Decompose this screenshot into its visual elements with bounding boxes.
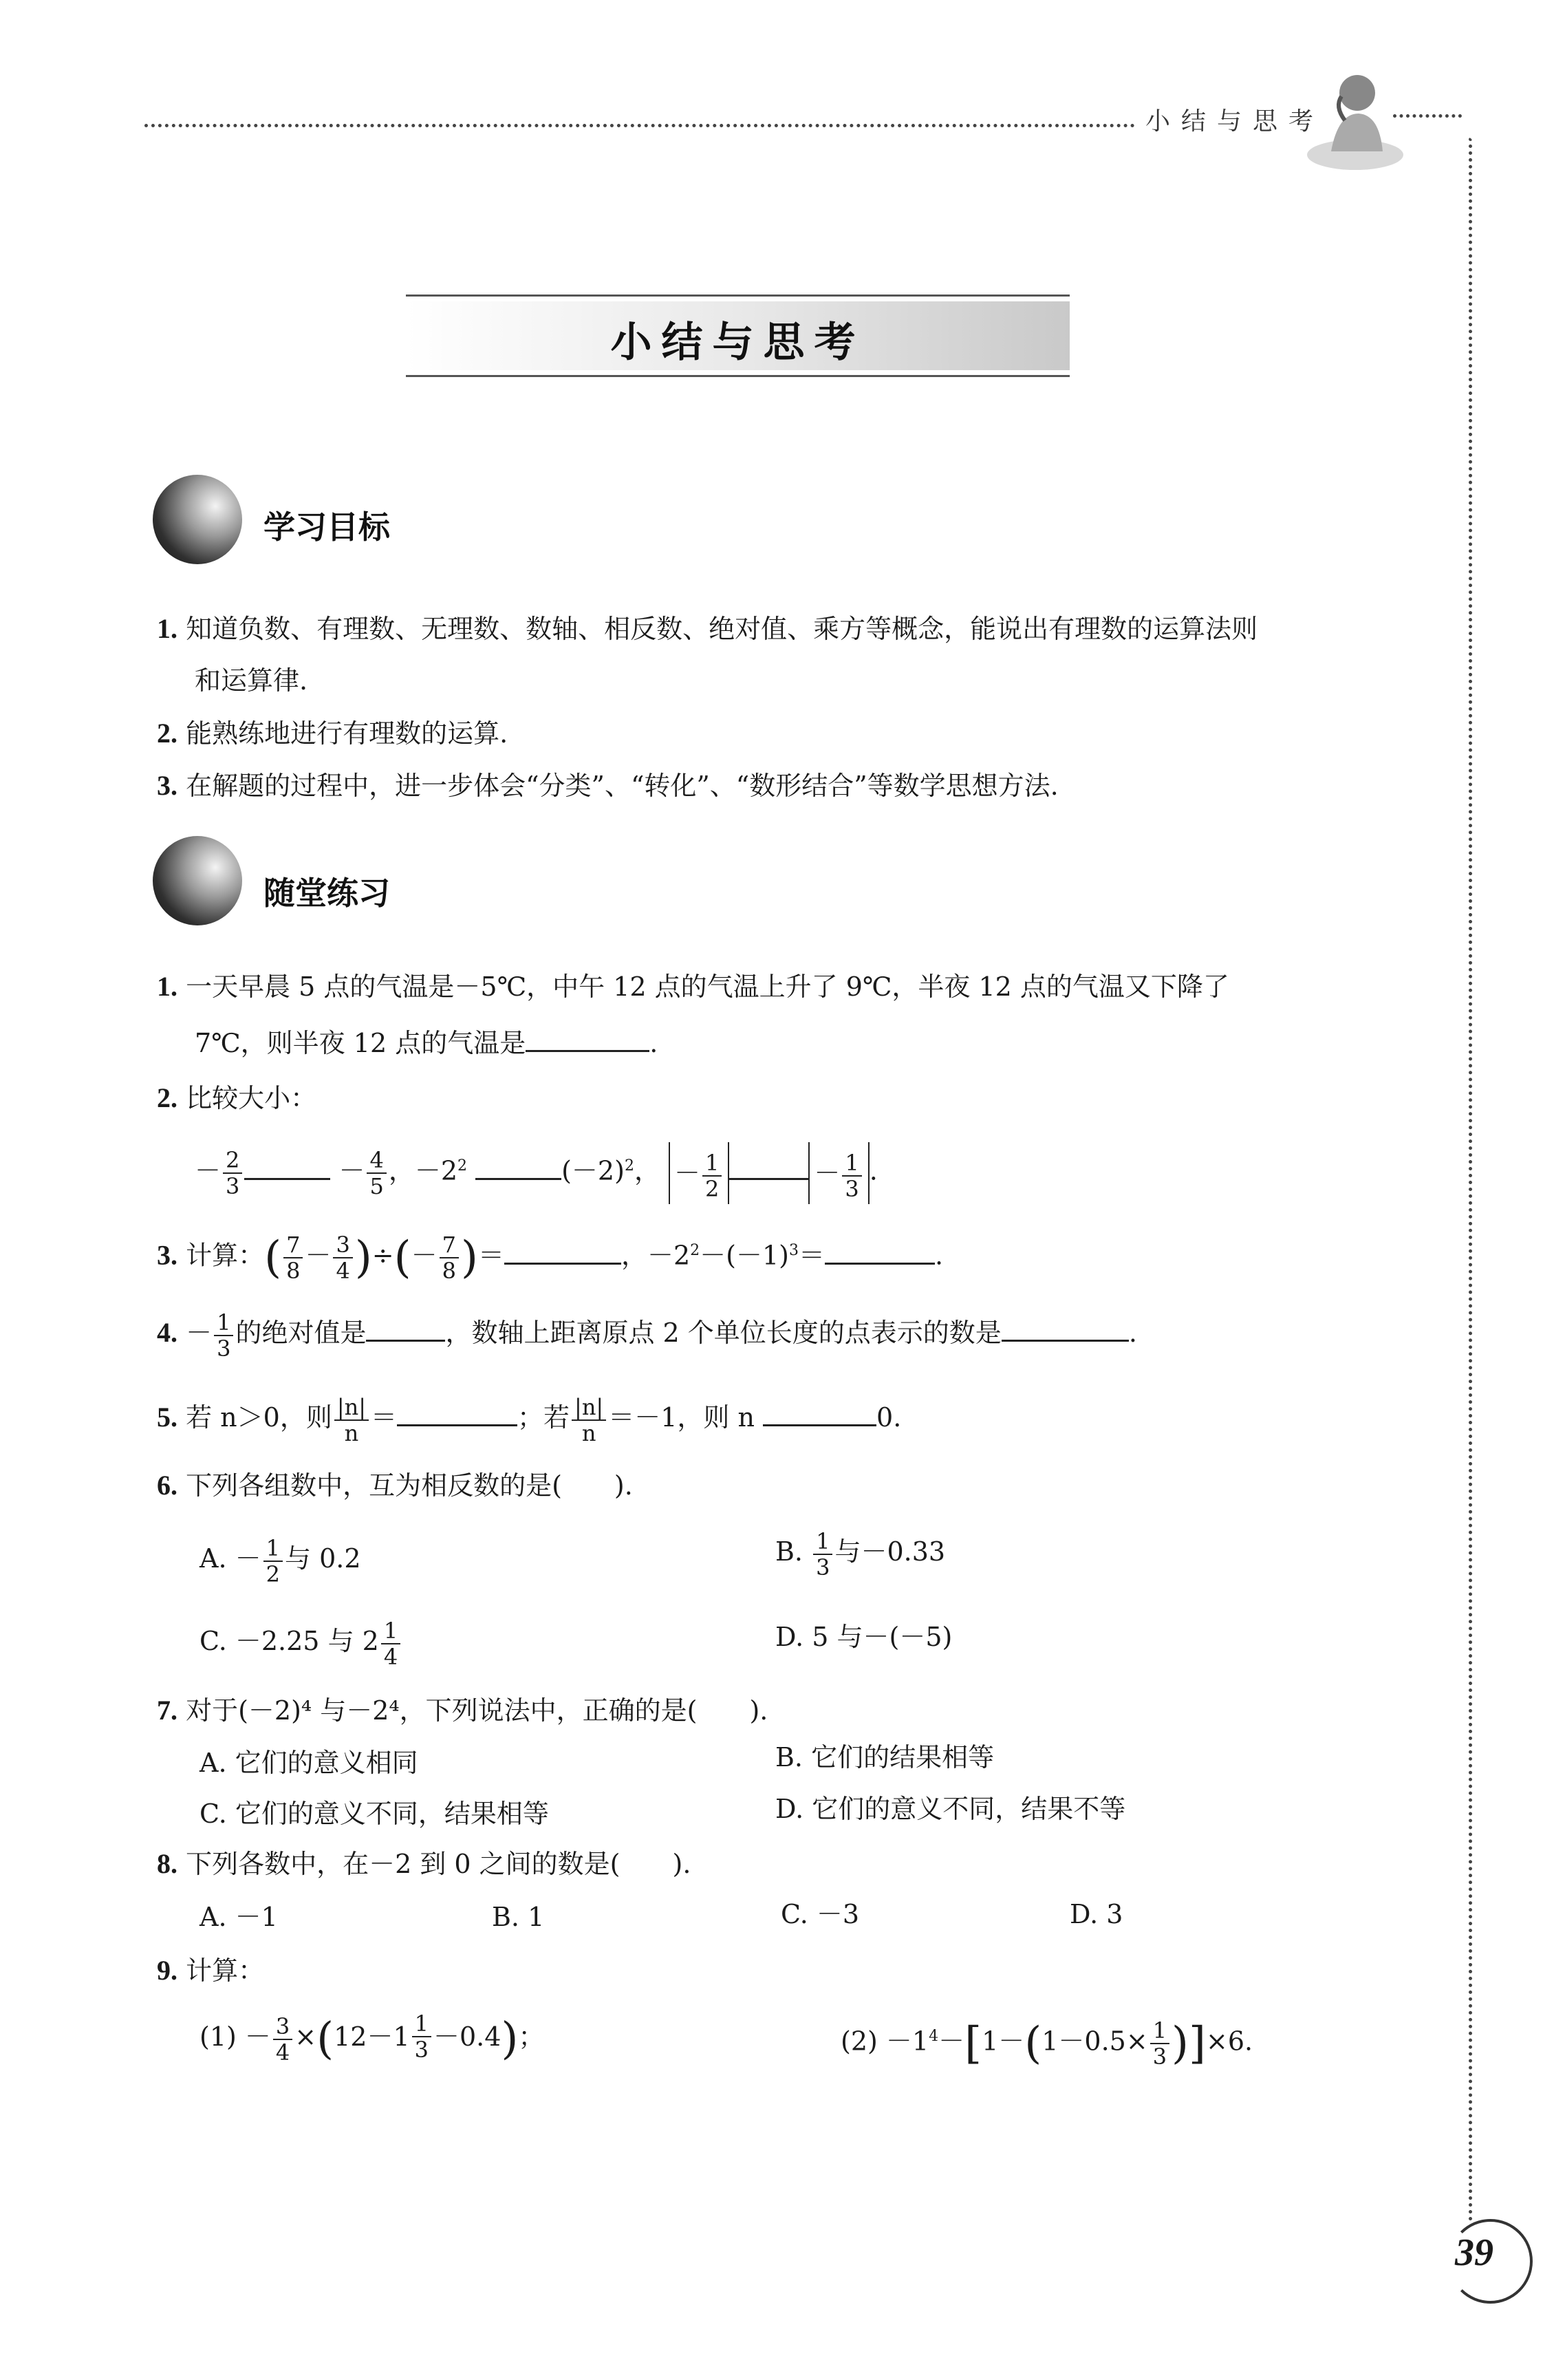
answer-blank[interactable] (475, 1155, 561, 1180)
question-3: 3. 计算：( $\frac{7}{8}$ － $\frac{3}{4}$ )÷(－ $\frac{7}{8}$ )＝ ，$-2^2-(-1)^3=$ . (157, 1232, 944, 1285)
option-8b[interactable]: B. 1 (492, 1902, 545, 1932)
question-8: 8. 下列各数中，在－2 到 0 之间的数是( ). (157, 1848, 691, 1879)
option-6c[interactable]: C. －2.25 与 2 $\frac{1}{4}$ (199, 1614, 402, 1669)
option-7c[interactable]: C. 它们的意义不同，结果相等 (199, 1799, 549, 1829)
thinker-figure-icon (1304, 65, 1407, 175)
option-7a[interactable]: A. 它们的意义相同 (199, 1748, 418, 1778)
question-5: 5. 若 n＞0，则 $\frac{|n|}{n}$ ＝ ；若 $\frac{|n|}{n}$ ＝－1，则 n 0. (157, 1393, 902, 1446)
question-9-part-2: $(2) -1^4-[1-(1-0.5\times$ $\frac{1}{3}$ )]×6. (841, 2017, 1253, 2070)
page-title: 小结与思考 (610, 319, 865, 367)
question-6: 6. 下列各组数中，互为相反数的是( ). (157, 1470, 633, 1501)
question-2: 2. 比较大小： (157, 1082, 317, 1113)
answer-blank[interactable] (729, 1155, 808, 1180)
answer-blank[interactable] (1002, 1316, 1129, 1342)
section-title-practice: 随堂练习 (263, 875, 390, 912)
question-9: 9. 计算： (157, 1955, 265, 1986)
section-title-goals: 学习目标 (263, 508, 390, 546)
sphere-icon (153, 836, 242, 925)
option-7b[interactable]: B. 它们的结果相等 (775, 1742, 995, 1772)
answer-blank[interactable] (504, 1239, 621, 1265)
header-dotted-line (144, 124, 1135, 127)
question-9-part-1: (1) － $\frac{3}{4}$ ×(12－1 $\frac{1}{3}$ －0.4)； (199, 2011, 545, 2066)
answer-blank[interactable] (526, 1027, 649, 1052)
title-rule-bottom (406, 375, 1070, 377)
answer-blank[interactable] (244, 1155, 330, 1180)
question-4: 4. － $\frac{1}{3}$ 的绝对值是 ，数轴上距离原点 2 个单位长度的点表示的数是 . (157, 1309, 1137, 1362)
option-6a[interactable]: A. － $\frac{1}{2}$ 与 0.2 (199, 1534, 361, 1587)
goal-1-cont: 和运算律. (195, 665, 308, 696)
option-8d[interactable]: D. 3 (1070, 1899, 1123, 1929)
option-6d[interactable]: D. 5 与－(－5) (775, 1622, 953, 1652)
sphere-icon (153, 475, 242, 564)
side-dotted-line (1469, 138, 1472, 2222)
option-7d[interactable]: D. 它们的意义不同，结果不等 (775, 1794, 1126, 1824)
page-number: 39 (1455, 2231, 1493, 2274)
option-6b[interactable]: B. $\frac{1}{3}$ 与－0.33 (775, 1527, 946, 1580)
goal-3: 3. 在解题的过程中，进一步体会“分类”、“转化”、“数形结合”等数学思想方法. (157, 770, 1059, 801)
answer-blank[interactable] (366, 1316, 445, 1342)
answer-blank[interactable] (763, 1401, 876, 1426)
question-7: 7. 对于(－2)⁴ 与－2⁴，下列说法中，正确的是( ). (157, 1695, 768, 1726)
question-1-cont: 7℃，则半夜 12 点的气温是 . (195, 1028, 658, 1058)
answer-blank[interactable] (825, 1239, 935, 1265)
answer-blank[interactable] (397, 1401, 517, 1426)
goal-2: 2. 能熟练地进行有理数的运算. (157, 718, 508, 749)
question-2-expressions: － $\frac{2}{3}$ － $\frac{4}{5}$ ，$-2^2$ $(-2)^2$， － $\frac{1}{2}$ － $\frac{1}{3}$ . (195, 1135, 878, 1204)
option-8a[interactable]: A. －1 (199, 1902, 278, 1932)
header-label: 小结与思考 (1145, 107, 1325, 136)
title-rule-top (406, 294, 1070, 297)
option-8c[interactable]: C. －3 (781, 1899, 860, 1929)
question-1: 1. 一天早晨 5 点的气温是－5℃，中午 12 点的气温上升了 9℃，半夜 12 点的气温又下降了 (157, 971, 1229, 1002)
goal-1: 1. 知道负数、有理数、无理数、数轴、相反数、绝对值、乘方等概念，能说出有理数的运算法则 (157, 613, 1258, 644)
